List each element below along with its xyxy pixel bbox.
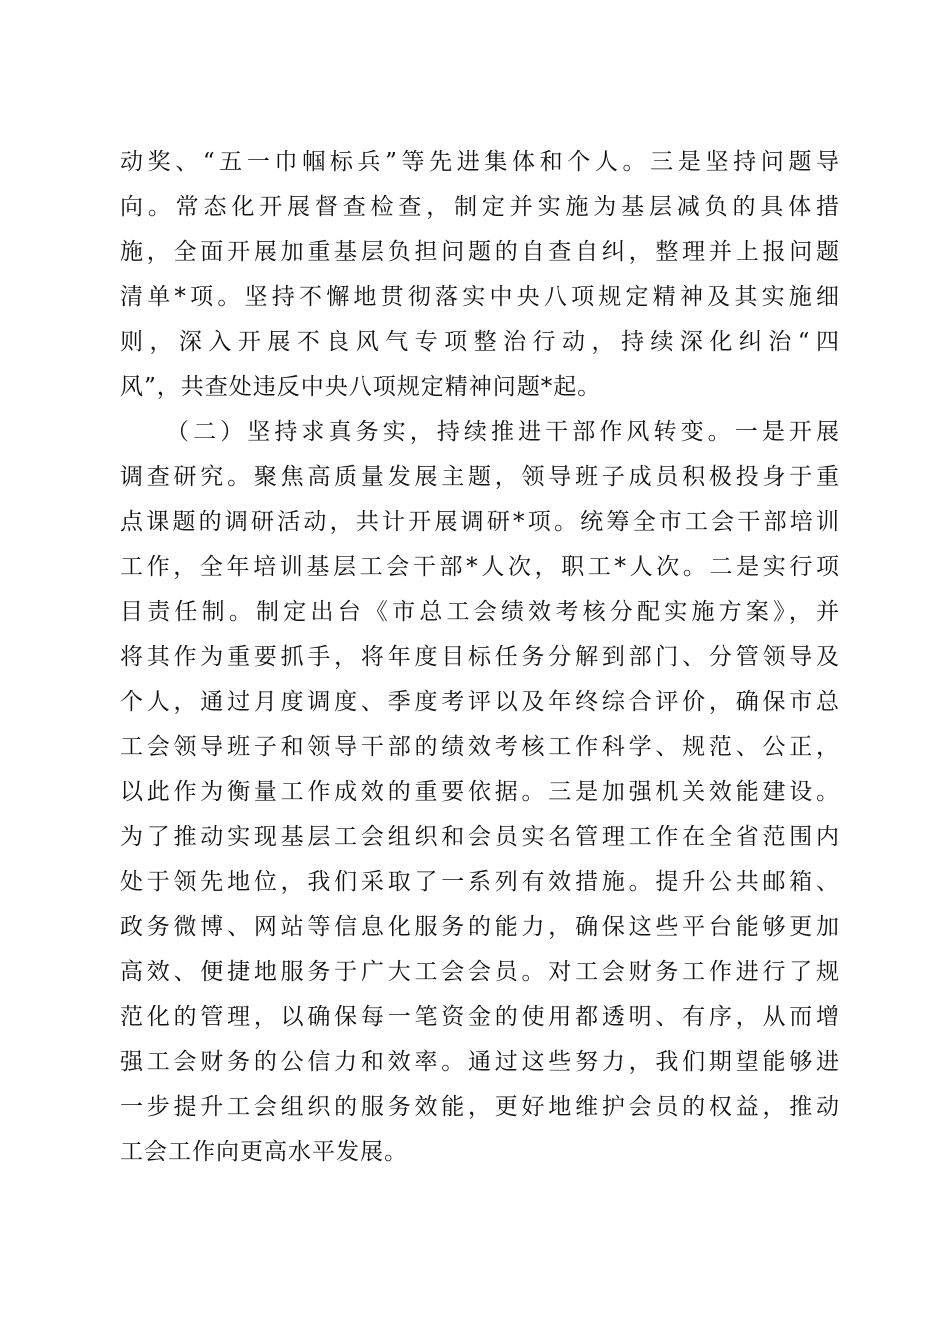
text-line: 将其作为重要抓手，将年度目标任务分解到部门、分管领导及 <box>120 644 840 670</box>
text-line: 工会领导班子和领导干部的绩效考核工作科学、规范、公正， <box>120 734 840 760</box>
text-line: 动奖、“五一巾帼标兵”等先进集体和个人。三是坚持问题导 <box>120 149 840 175</box>
text-line: 高效、便捷地服务于广大工会会员。对工会财务工作进行了规 <box>120 959 840 985</box>
text-line: 一步提升工会组织的服务效能，更好地维护会员的权益，推动 <box>120 1094 840 1120</box>
text-line: 施，全面开展加重基层负担问题的自查自纠，整理并上报问题 <box>120 239 840 265</box>
text-line: 风”，共查处违反中央八项规定精神问题*起。 <box>120 374 602 400</box>
text-line: 为了推动实现基层工会组织和会员实名管理工作在全省范围内 <box>120 824 840 850</box>
text-line: 强工会财务的公信力和效率。通过这些努力，我们期望能够进 <box>120 1049 840 1075</box>
text-line: 以此作为衡量工作成效的重要依据。三是加强机关效能建设。 <box>120 779 840 805</box>
text-line: 范化的管理，以确保每一笔资金的使用都透明、有序，从而增 <box>120 1004 840 1030</box>
text-line: 则，深入开展不良风气专项整治行动，持续深化纠治“四 <box>120 329 840 355</box>
text-line: 工会工作向更高水平发展。 <box>120 1139 408 1165</box>
document-body <box>120 140 840 1175</box>
text-line: 个人，通过月度调度、季度考评以及年终综合评价，确保市总 <box>120 689 840 715</box>
text-line: 处于领先地位，我们采取了一系列有效措施。提升公共邮箱、 <box>120 869 840 895</box>
text-line: 工作，全年培训基层工会干部*人次，职工*人次。二是实行项 <box>120 554 840 580</box>
text-line: 目责任制。制定出台《市总工会绩效考核分配实施方案》，并 <box>120 599 840 625</box>
section-heading-line: （二）坚持求真务实，持续推进干部作风转变。一是开展 <box>166 419 840 445</box>
text-line: 点课题的调研活动，共计开展调研*项。统筹全市工会干部培训 <box>120 509 840 535</box>
text-line: 调查研究。聚焦高质量发展主题，领导班子成员积极投身于重 <box>120 464 840 490</box>
text-line: 政务微博、网站等信息化服务的能力，确保这些平台能够更加 <box>120 914 840 940</box>
text-line: 清单*项。坚持不懈地贯彻落实中央八项规定精神及其实施细 <box>120 284 840 310</box>
text-line: 向。常态化开展督查检查，制定并实施为基层减负的具体措 <box>120 194 840 220</box>
